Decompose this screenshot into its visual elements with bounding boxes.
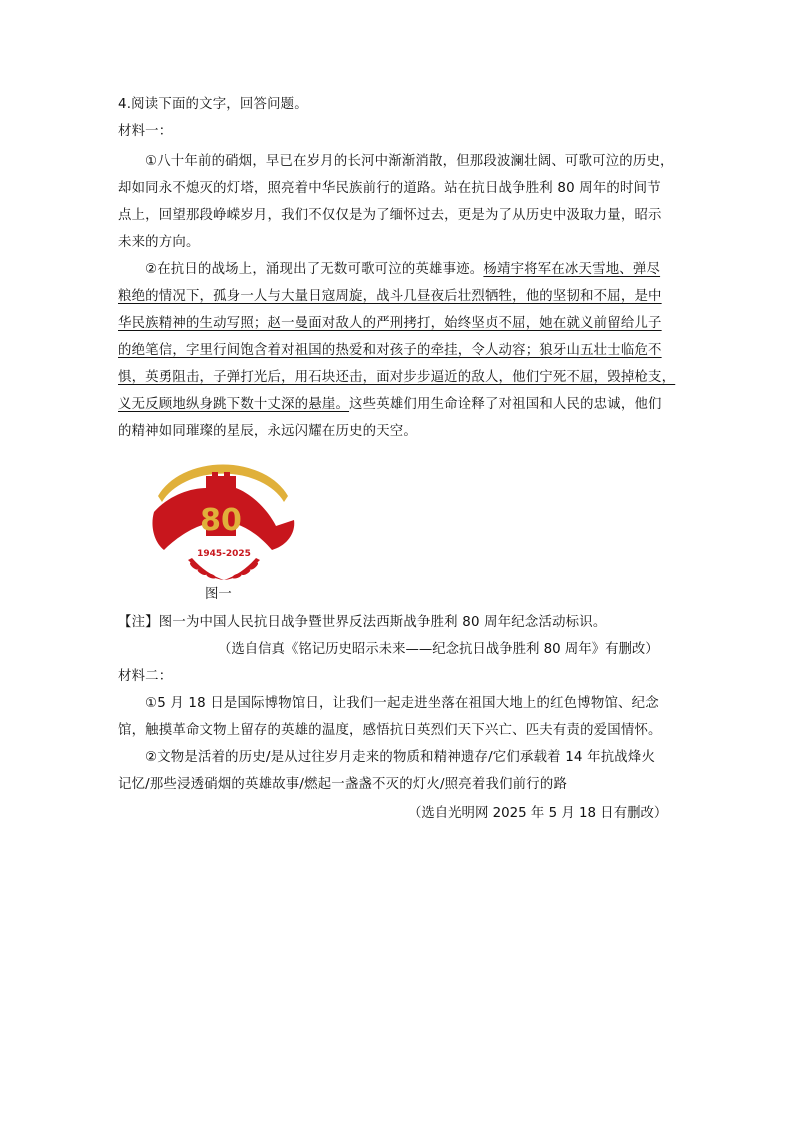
m1-p2-line6 [118, 396, 683, 413]
m2-p1-line2: 馆，触摸革命文物上留存的英雄的温度，感悟抗日英烈们天下兴亡、匹夫有责的爱国情怀。 [118, 723, 662, 738]
source-2: （选自光明网 2025 年 5 月 18 日有删改） [408, 806, 668, 821]
m1-p2-line3: 华民族精神的生动写照；赵一曼面对敌人的严刑拷打，始终坚贞不屈，她在就义前留给儿子 [118, 316, 662, 331]
logo-number: 80 [200, 503, 242, 538]
logo-years: 1945-2025 [197, 549, 251, 559]
m1-p2-line5: 惧，英勇阻击，子弹打光后，用石块还击，面对步步逼近的敌人，他们宁死不屈，毁掉枪支， [118, 370, 676, 385]
m2-p2-line2: 记忆/那些浸透硝烟的英雄故事/燃起一盏盏不灭的灯火/照亮着我们前行的路 [118, 777, 568, 792]
figure-note: 【注】图一为中国人民抗日战争暨世界反法西斯战争胜利 80 周年纪念活动标识。 [118, 615, 607, 630]
m1-p2-line1 [145, 261, 683, 278]
m2-p1-line1: ①5 月 18 日是国际博物馆日，让我们一起走进坐落在祖国大地上的红色博物馆、纪念 [145, 696, 659, 711]
question-title: 4.阅读下面的文字，回答问题。 [118, 97, 308, 112]
m1-p2-line6-underlined: 义无反顾地纵身跳下数十丈深的悬崖。 [118, 397, 350, 412]
laurel-wreath [188, 558, 260, 580]
m1-p1-line1: ①八十年前的硝烟，早已在岁月的长河中渐渐消散，但那段波澜壮阔、可歌可泣的历史， [145, 154, 674, 169]
m1-p2-line1-plain: ②在抗日的战场上，涌现出了无数可歌可泣的英雄事迹。 [145, 262, 484, 277]
material1-label: 材料一： [118, 124, 173, 139]
figure-caption: 图一 [205, 587, 232, 602]
m1-p2-line6-plain: 这些英雄们用生命诠释了对祖国和人民的忠诚，他们 [349, 397, 662, 412]
m1-p1-line2: 却如同永不熄灭的灯塔，照亮着中华民族前行的道路。站在抗日战争胜利 80 周年的时间节 [118, 181, 661, 196]
m1-p2-line2: 粮绝的情况下，孤身一人与大量日寇周旋，战斗几昼夜后壮烈牺牲，他的坚韧和不屈，是中 [118, 289, 662, 304]
material2-label: 材料二： [118, 669, 173, 684]
m1-p2-line4: 的绝笔信，字里行间饱含着对祖国的热爱和对孩子的牵挂，令人动容；狼牙山五壮士临危不 [118, 343, 662, 358]
m1-p2-line1-underlined: 杨靖宇将军在冰天雪地、弹尽 [483, 262, 661, 277]
source-1: （选自信真《铭记历史昭示未来——纪念抗日战争胜利 80 周年》有删改） [218, 642, 659, 657]
m1-p1-line4: 未来的方向。 [118, 235, 200, 250]
m2-p2-line1: ②文物是活着的历史/是从过往岁月走来的物质和精神遗存/它们承载着 14 年抗战烽火 [145, 750, 656, 765]
anniversary-80-logo [148, 450, 300, 588]
m1-p1-line3: 点上，回望那段峥嵘岁月，我们不仅仅是为了缅怀过去，更是为了从历史中汲取力量，昭示 [118, 208, 662, 223]
m1-p2-line7: 的精神如同璀璨的星辰，永远闪耀在历史的天空。 [118, 424, 417, 439]
